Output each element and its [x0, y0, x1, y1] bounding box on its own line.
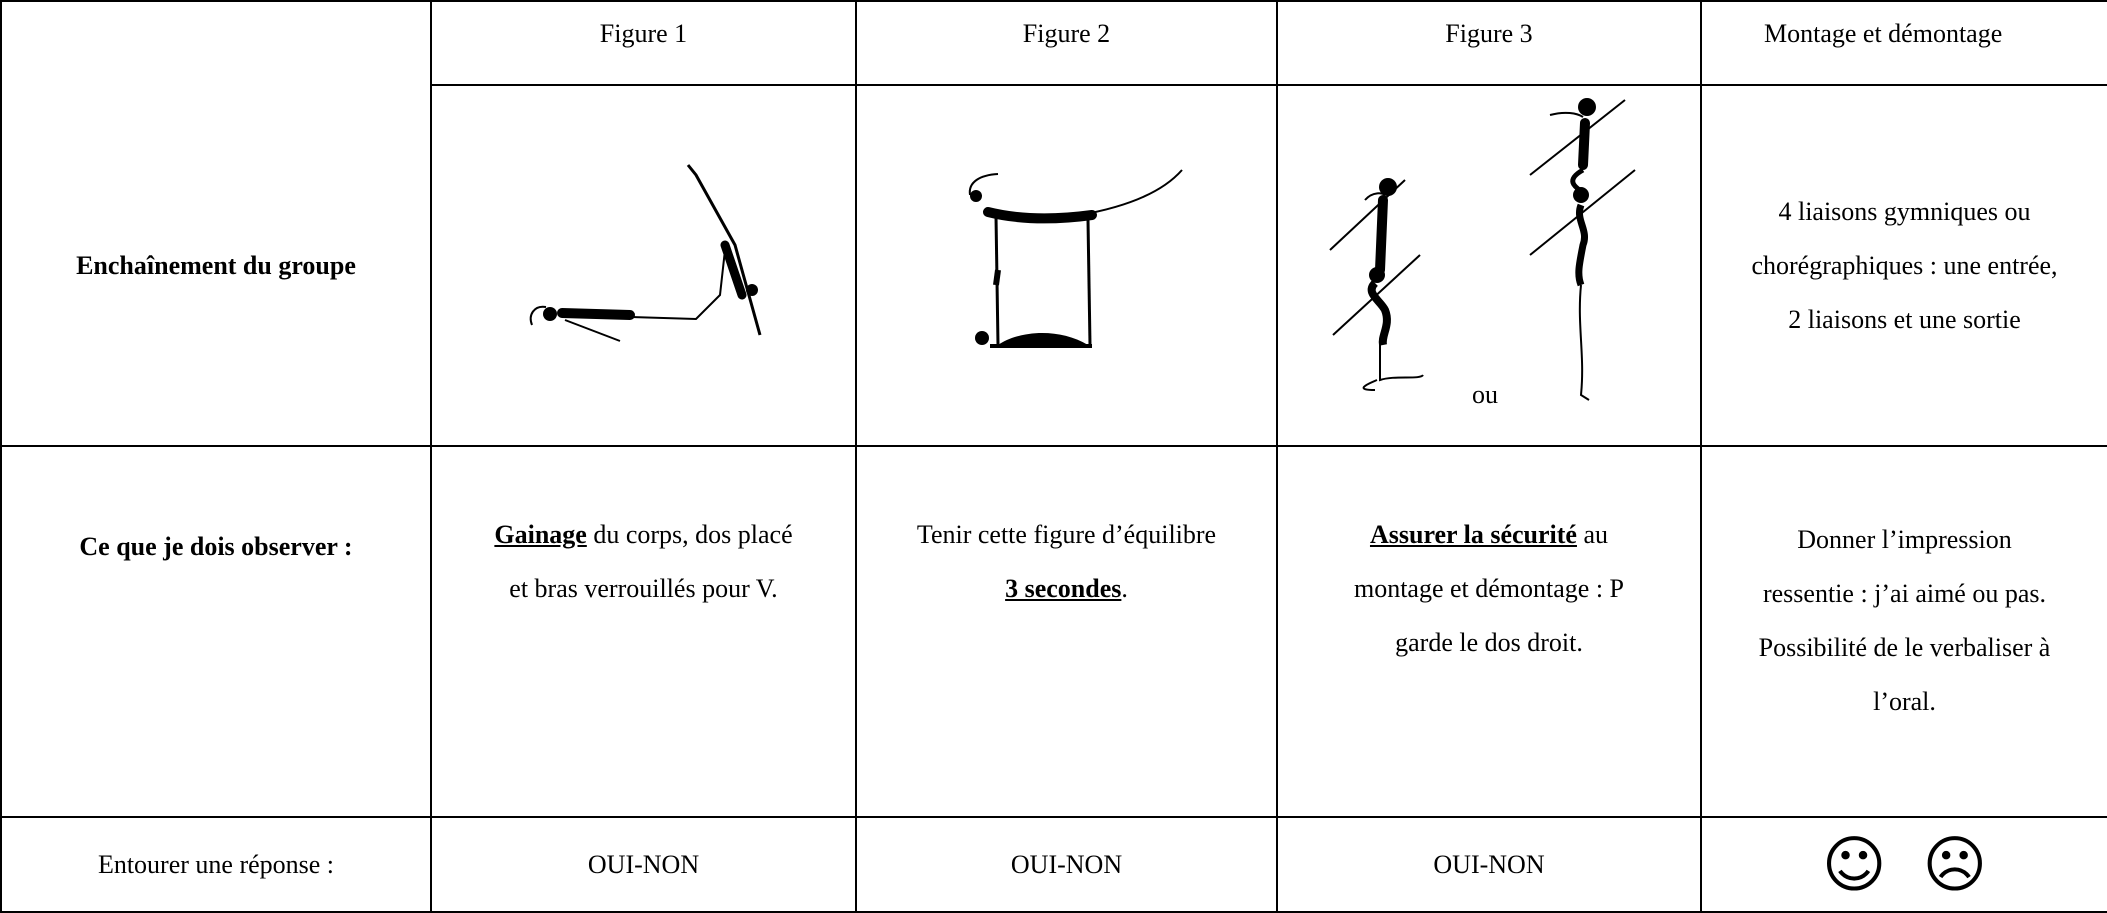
- observe-line: [1370, 508, 1608, 562]
- answer-figure-3[interactable]: OUI-NON: [1433, 849, 1545, 879]
- observe-figure-2: [857, 508, 1276, 616]
- observe-line: et bras verrouillés pour V.: [509, 574, 778, 603]
- montage-line: 2 liaisons et une sortie: [1788, 304, 2021, 334]
- observe-line: montage et démontage : P: [1353, 574, 1625, 603]
- header-figure-2: Figure 2: [1022, 19, 1111, 48]
- observe-line: ressentie : j’ai aimé ou pas.: [1762, 579, 2047, 608]
- row-label-group: Enchaînement du groupe: [76, 250, 356, 280]
- header-figure-3: Figure 3: [1445, 19, 1533, 48]
- row-label-observe: Ce que je dois observer :: [79, 532, 353, 561]
- observe-text: au: [1576, 520, 1609, 549]
- observe-line: l’oral.: [1873, 687, 1936, 716]
- observe-line: [1005, 562, 1128, 616]
- observe-figure-3: [1278, 508, 1700, 670]
- observe-text: .: [1121, 574, 1128, 603]
- observe-line: Possibilité de le verbaliser à: [1758, 633, 2051, 662]
- column-divider: [1276, 0, 1278, 913]
- montage-description: [1702, 86, 2107, 445]
- column-divider: [855, 0, 857, 913]
- human-pyramid-figure-1-icon: [520, 155, 770, 345]
- human-pyramid-figure-3b-icon: [1525, 95, 1645, 405]
- montage-line: 4 liaisons gymniques ou: [1778, 196, 2031, 226]
- figure-3-or-label: ou: [1472, 380, 1498, 409]
- header-figure-1: Figure 1: [599, 19, 688, 48]
- observe-keyword: Gainage: [494, 520, 587, 549]
- observe-line: Donner l’impression: [1797, 525, 2012, 554]
- observe-keyword: Assurer la sécurité: [1369, 520, 1577, 549]
- observe-keyword: 3 secondes: [1005, 574, 1122, 603]
- observe-figure-1: [432, 508, 855, 616]
- montage-line: chorégraphiques : une entrée,: [1751, 250, 2058, 280]
- answer-figure-1[interactable]: OUI-NON: [587, 849, 700, 879]
- human-pyramid-figure-2-icon: [960, 160, 1190, 360]
- observe-text: du corps, dos placé: [586, 520, 793, 549]
- observe-line: Tenir cette figure d’équilibre: [916, 520, 1217, 549]
- smiley-icon[interactable]: ☺: [1821, 827, 1887, 901]
- column-divider: [430, 0, 432, 913]
- header-montage: Montage et démontage: [1764, 19, 2003, 48]
- observe-line: [494, 508, 792, 562]
- observe-montage: [1702, 513, 2107, 783]
- answer-montage: [1702, 818, 2107, 911]
- answer-figure-2[interactable]: OUI-NON: [1010, 849, 1123, 879]
- row-label-answer: Entourer une réponse :: [97, 849, 335, 879]
- frowny-icon[interactable]: ☹: [1922, 827, 1988, 901]
- human-pyramid-figure-3a-icon: [1325, 175, 1445, 405]
- observe-line: garde le dos droit.: [1395, 628, 1583, 657]
